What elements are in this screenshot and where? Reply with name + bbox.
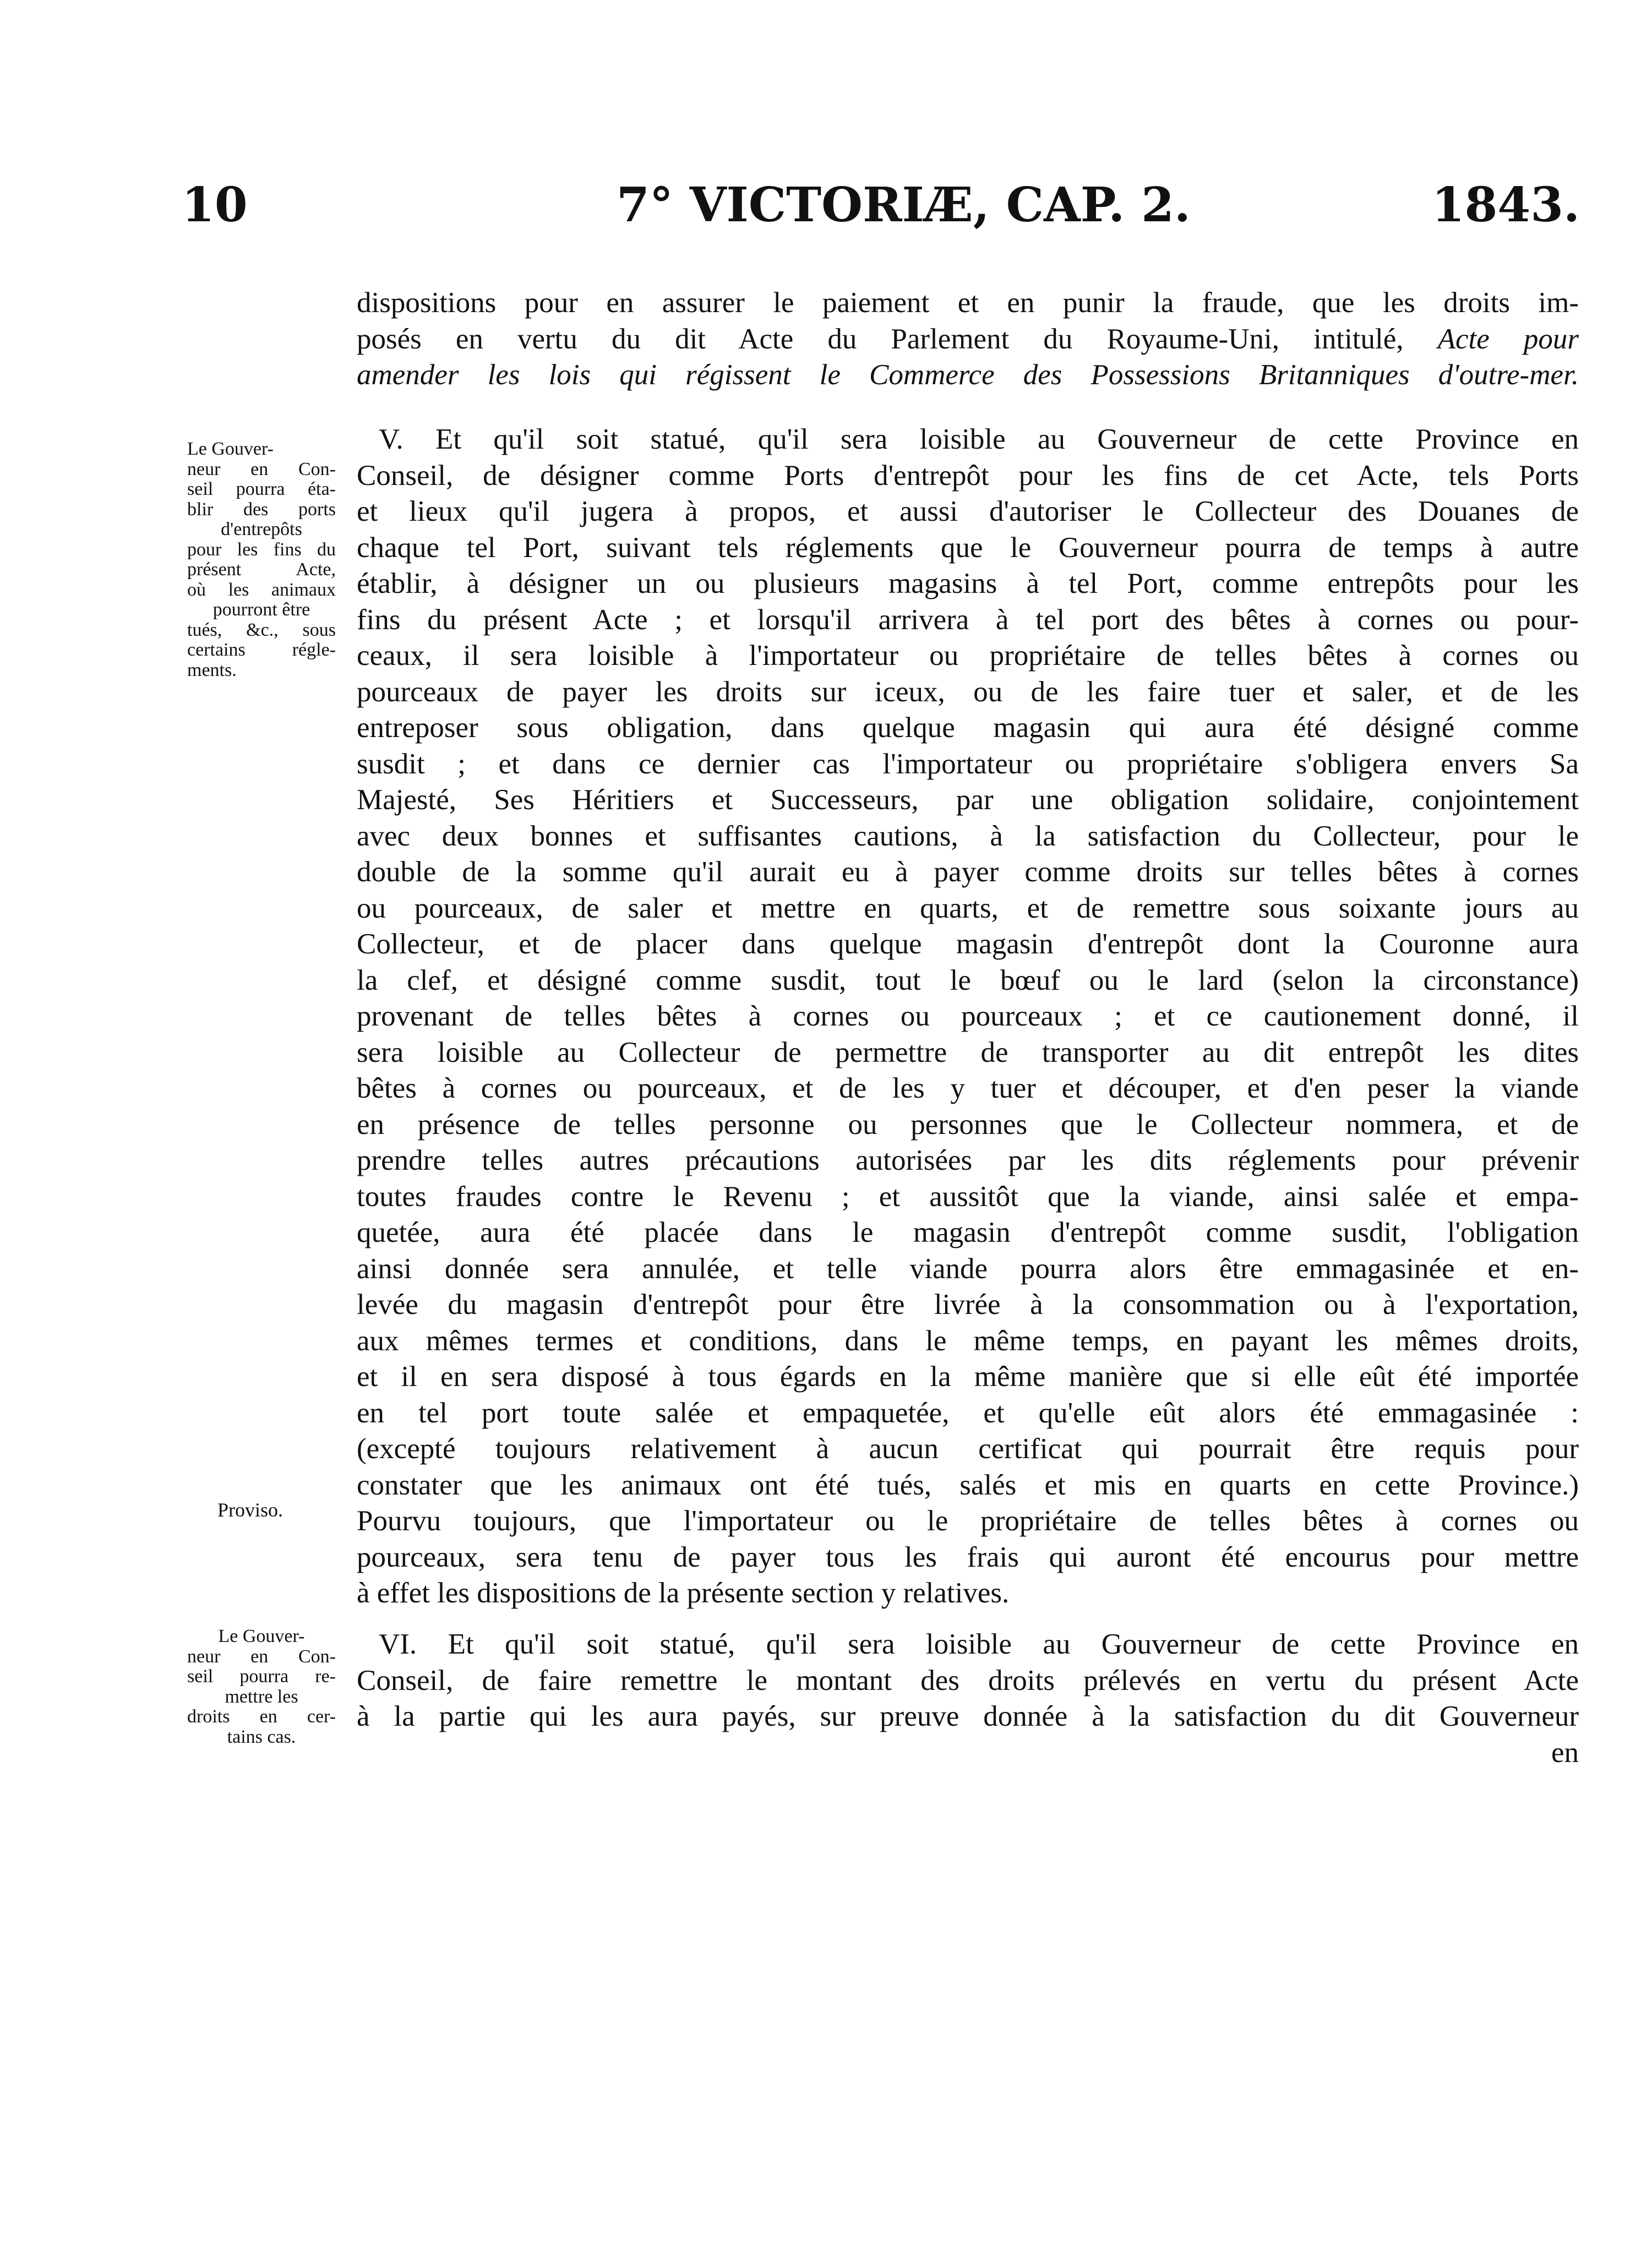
margin-line: seil pourra re- xyxy=(187,1666,336,1687)
text-line: dispositions pour en assurer le paiement et en punir la fraude, que les droits im- xyxy=(357,287,1579,319)
text-line: Collecteur, et de placer dans quelque magasin d'entrepôt dont la Couronne aura xyxy=(357,928,1579,960)
page-number: 10 xyxy=(182,177,248,233)
text-line: ou pourceaux, de saler et mettre en quarts, et de remettre sous soixante jours au xyxy=(357,892,1579,924)
text-line: en présence de telles personne ou personnes que le Collecteur nommera, et de xyxy=(357,1108,1579,1141)
margin-line: pourront être xyxy=(212,599,310,620)
margin-note-section-6 xyxy=(187,1627,336,1747)
text-line: levée du magasin d'entrepôt pour être livrée à la consommation ou à l'exportation, xyxy=(357,1289,1579,1321)
text-line: VI. Et qu'il soit statué, qu'il sera loisible au Gouverneur de cette Province en xyxy=(379,1628,1579,1660)
text-line: susdit ; et dans ce dernier cas l'importateur ou propriétaire s'obligera envers Sa xyxy=(357,748,1579,780)
text-line: la clef, et désigné comme susdit, tout le bœuf ou le lard (selon la circonstance) xyxy=(357,964,1579,996)
page-title: 7° VICTORIÆ, CAP. 2. xyxy=(617,177,1191,233)
margin-line: blir des ports xyxy=(187,499,336,520)
margin-line: neur en Con- xyxy=(187,459,336,479)
text-line: quetée, aura été placée dans le magasin d'entrepôt comme susdit, l'obligation xyxy=(357,1216,1579,1248)
text-line: bêtes à cornes ou pourceaux, et de les y tuer et découper, et d'en peser la viande xyxy=(357,1072,1579,1104)
margin-line: d'entrepôts xyxy=(221,519,302,539)
margin-line: Le Gouver- xyxy=(218,1626,305,1646)
text-line: avec deux bonnes et suffisantes cautions, à la satisfaction du Collecteur, pour le xyxy=(357,820,1579,852)
text-line: constater que les animaux ont été tués, salés et mis en quarts en cette Province.) xyxy=(357,1469,1579,1501)
text-line: pourceaux, sera tenu de payer tous les frais qui auront été encourus pour mettre xyxy=(357,1541,1579,1573)
text-line: aux mêmes termes et conditions, dans le même temps, en payant les mêmes droits, xyxy=(357,1324,1579,1357)
section-5-body xyxy=(357,422,1579,1612)
text-line: établir, à désigner un ou plusieurs magasins à tel Port, comme entrepôts pour les xyxy=(357,568,1579,599)
margin-line: tains cas. xyxy=(227,1726,296,1747)
intro-paragraph xyxy=(357,285,1579,394)
text-line: double de la somme qu'il aurait eu à payer comme droits sur telles bêtes à cornes xyxy=(357,856,1579,888)
text-line: prendre telles autres précautions autorisées par les dits réglements pour prévenir xyxy=(357,1144,1579,1176)
text-line: et il en sera disposé à tous égards en la même manière que si elle eût été importée xyxy=(357,1361,1579,1393)
margin-note-section-5 xyxy=(187,439,336,680)
text-line: sera loisible au Collecteur de permettre de transporter au dit entrepôt les dites xyxy=(357,1036,1579,1068)
margin-line: neur en Con- xyxy=(187,1646,336,1667)
catchword: en xyxy=(1551,1736,1579,1769)
text-line: provenant de telles bêtes à cornes ou pourceaux ; et ce cautionement donné, il xyxy=(357,1000,1579,1032)
margin-line: où les animaux xyxy=(187,579,336,600)
text-line: entreposer sous obligation, dans quelque magasin qui aura été désigné comme xyxy=(357,712,1579,744)
text-line: à effet les dispositions de la présente section y relatives. xyxy=(357,1577,1010,1609)
margin-line: pour les fins du xyxy=(187,539,336,560)
margin-line: tués, &c., sous xyxy=(187,619,336,640)
text-line: Conseil, de désigner comme Ports d'entrepôt pour les fins de cet Acte, tels Ports xyxy=(357,459,1579,492)
text-line: amender les lois qui régissent le Commerce des Possessions Britanniques d'outre-mer. xyxy=(357,359,1579,391)
text-line: ceaux, il sera loisible à l'importateur ou propriétaire de telles bêtes à cornes ou xyxy=(357,640,1579,672)
text-line: fins du présent Acte ; et lorsqu'il arrivera à tel port des bêtes à cornes ou pour- xyxy=(357,603,1579,636)
margin-line: ments. xyxy=(187,659,237,680)
text-line: V. Et qu'il soit statué, qu'il sera loisible au Gouverneur de cette Province en xyxy=(379,423,1579,455)
text-line: et lieux qu'il jugera à propos, et aussi d'autoriser le Collecteur des Douanes de xyxy=(357,495,1579,527)
running-header xyxy=(182,177,1580,238)
text-line: Conseil, de faire remettre le montant des droits prélevés en vertu du présent Acte xyxy=(357,1664,1579,1696)
text-line: Majesté, Ses Héritiers et Successeurs, par une obligation solidaire, conjointement xyxy=(357,784,1579,816)
section-6-body xyxy=(357,1627,1579,1771)
text-line: en tel port toute salée et empaquetée, et qu'elle eût alors été emmagasinée : xyxy=(357,1396,1579,1429)
text-line: chaque tel Port, suivant tels réglements que le Gouverneur pourra de temps à autre xyxy=(357,531,1579,564)
margin-line: présent Acte, xyxy=(187,559,336,580)
text-line: (excepté toujours relativement à aucun certificat qui pourrait être requis pour xyxy=(357,1433,1579,1465)
text-line: toutes fraudes contre le Revenu ; et aussitôt que la viande, ainsi salée et empa- xyxy=(357,1180,1579,1213)
text-line: à la partie qui les aura payés, sur preuve donnée à la satisfaction du dit Gouverneur xyxy=(357,1700,1579,1732)
proviso-margin-label: Proviso. xyxy=(217,1499,283,1521)
text-line: Pourvu toujours, que l'importateur ou le propriétaire de telles bêtes à cornes ou xyxy=(357,1505,1579,1537)
text-line: pourceaux de payer les droits sur iceux, ou de les faire tuer et saler, et de les xyxy=(357,675,1579,708)
margin-line: droits en cer- xyxy=(187,1706,336,1727)
margin-line: certains régle- xyxy=(187,640,336,660)
margin-line: mettre les xyxy=(225,1686,298,1707)
text-line: ainsi donnée sera annulée, et telle viande pourra alors être emmagasinée et en- xyxy=(357,1252,1579,1285)
margin-line: seil pourra éta- xyxy=(187,479,336,499)
year: 1843. xyxy=(1431,177,1580,233)
text-line: posés en vertu du dit Acte du Parlement du Royaume-Uni, intitulé, Acte pour xyxy=(357,323,1579,355)
margin-line: Le Gouver- xyxy=(187,439,274,459)
